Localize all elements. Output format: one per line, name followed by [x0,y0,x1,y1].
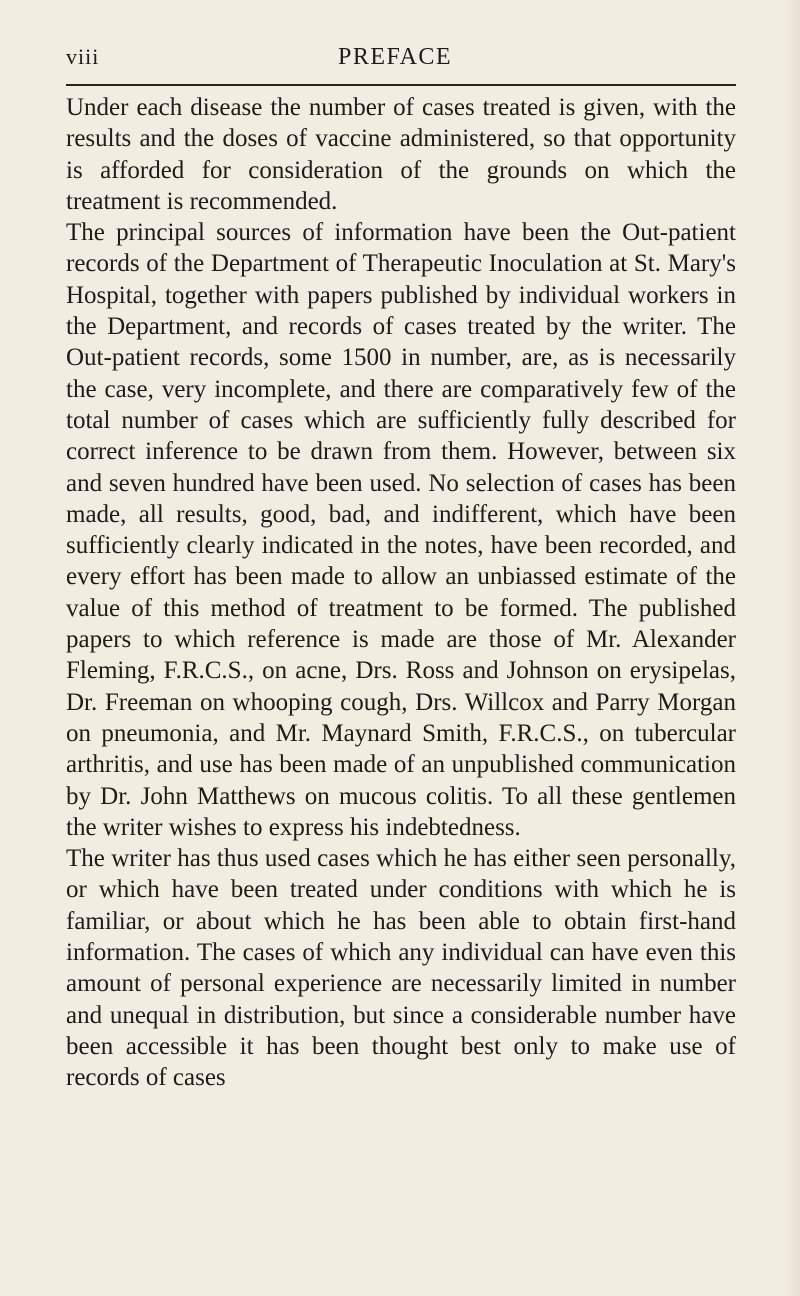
page-edge-shadow [784,0,800,1296]
page-header [66,44,736,78]
body-text [66,92,736,1094]
page-number: viii [66,44,100,69]
header-rule [66,84,736,86]
paragraph: The principal sources of information have been the Out-patient records of the Department of Therapeutic Inoculation at St. Mary's Hospital, together with papers published by individual workers in the Department, and records of cases treated by the writer. The Out-patient records, some 1500 in number, are, as is necessarily the case, very incomplete, and there are comparatively few of the total number of cases which are sufficiently fully described for correct inference to be drawn from them. However, between six and seven hundred have been used. No selection of cases has been made, all results, good, bad, and indifferent, which have been sufficiently clearly indicated in the notes, have been recorded, and every effort has been made to allow an unbiassed estimate of the value of this method of treatment to be formed. The published papers to which reference is made are those of Mr. Alexander Fleming, F.R.C.S., on acne, Drs. Ross and Johnson on erysipelas, Dr. Freeman on whooping cough, Drs. Willcox and Parry Morgan on pneumonia, and Mr. Maynard Smith, F.R.C.S., on tubercular arthritis, and use has been made of an unpublished communication by Dr. John Matthews on mucous colitis. To all these gentlemen the writer wishes to express his indebtedness. [66,219,736,841]
paragraph: The writer has thus used cases which he has either seen personally, or which have been treated under conditions with which he is familiar, or about which he has been able to obtain first-hand information. The cases of which any individual can have even this amount of personal experience are necessarily limited in number and unequal in distribution, but since a considerable number have been accessible it has been thought best only to make use of records of cases [66,845,736,1092]
paragraph: Under each disease the number of cases treated is given, with the results and the doses of vaccine administered, so that opportunity is afforded for consideration of the grounds on which the treatment is recommended. [66,94,736,215]
running-title: PREFACE [338,44,453,70]
